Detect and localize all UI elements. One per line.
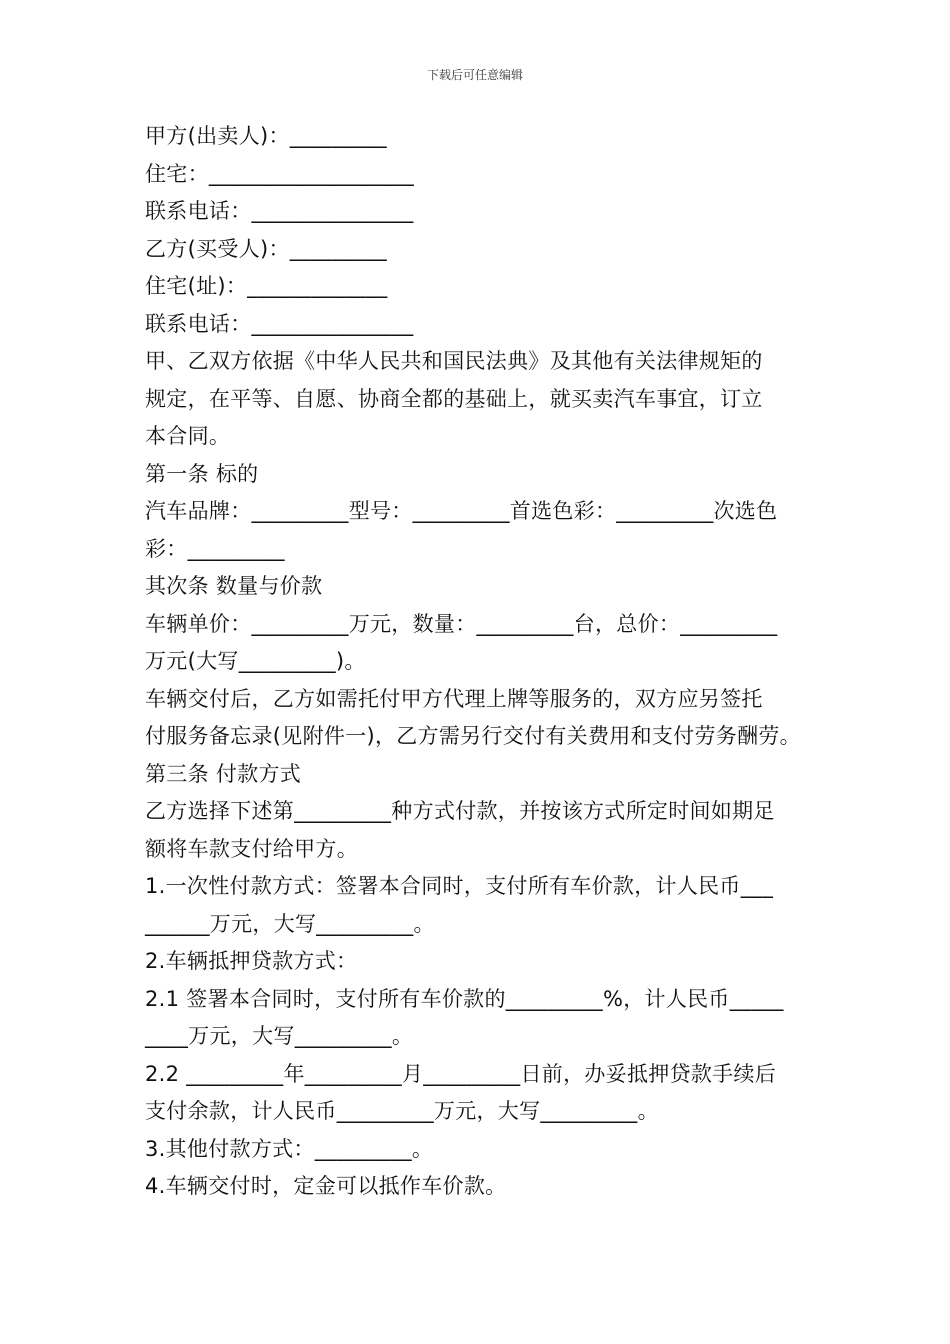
buyer-phone-line: 联系电话：_______________ bbox=[145, 311, 414, 336]
price-line-1: 车辆单价：_________万元，数量：_________台，总价：_________ bbox=[145, 611, 778, 636]
vehicle-spec-line-2: 彩：_________ bbox=[145, 536, 285, 561]
article-1-heading: 第一条 标的 bbox=[145, 461, 259, 486]
contract-body bbox=[145, 118, 815, 1206]
vehicle-spec-line-1: 汽车品牌：_________型号：_________首选色彩：_________次选色 bbox=[145, 499, 778, 523]
article-3-heading: 第三条 付款方式 bbox=[145, 761, 302, 786]
payment-choice-line-1: 乙方选择下述第_________种方式付款，并按该方式所定时间如期足 bbox=[145, 799, 775, 823]
price-line-2: 万元(大写_________)。 bbox=[145, 649, 366, 673]
payment-choice-line-2: 额将车款支付给甲方。 bbox=[145, 836, 358, 861]
buyer-name-line: 乙方(买受人)：_________ bbox=[145, 236, 387, 261]
page-header-note: 下载后可任意编辑 bbox=[426, 68, 523, 82]
mortgage-down-payment-line-1: 2.1 签署本合同时，支付所有车价款的_________%，计人民币_____ bbox=[145, 986, 784, 1011]
seller-phone-line: 联系电话：_______________ bbox=[145, 199, 414, 223]
mortgage-balance-line-2: 支付余款，计人民币_________万元，大写_________。 bbox=[145, 1099, 659, 1123]
mortgage-heading: 2.车辆抵押贷款方式： bbox=[145, 949, 358, 973]
mortgage-balance-line-1: 2.2 _________年_________月_________日前，办妥抵押贷款手续后 bbox=[145, 1061, 777, 1086]
lump-sum-line-2: ______万元，大写_________。 bbox=[145, 911, 435, 936]
buyer-address-line: 住宅(址)：_____________ bbox=[145, 274, 388, 298]
preamble-line-3: 本合同。 bbox=[145, 424, 231, 448]
article-2-heading: 其次条 数量与价款 bbox=[145, 574, 323, 598]
mortgage-down-payment-line-2: ____万元，大写_________。 bbox=[145, 1024, 414, 1048]
delivery-service-line-2: 付服务备忘录(见附件一)，乙方需另行交付有关费用和支付劳务酬劳。 bbox=[145, 724, 801, 748]
delivery-service-line-1: 车辆交付后，乙方如需托付甲方代理上牌等服务的，双方应另签托 bbox=[145, 686, 763, 711]
seller-name-line: 甲方(出卖人)：_________ bbox=[145, 124, 387, 148]
preamble-line-2: 规定，在平等、自愿、协商全都的基础上，就买卖汽车事宜，订立 bbox=[145, 386, 763, 411]
lump-sum-line-1: 1.一次性付款方式：签署本合同时，支付所有车价款，计人民币___ bbox=[145, 874, 774, 898]
seller-address-line: 住宅：___________________ bbox=[145, 161, 415, 186]
deposit-line: 4.车辆交付时，定金可以抵作车价款。 bbox=[145, 1174, 507, 1198]
other-payment-line: 3.其他付款方式：_________。 bbox=[145, 1136, 434, 1161]
preamble-line-1: 甲、乙双方依据《中华人民共和国民法典》及其他有关法律规矩的 bbox=[145, 349, 763, 373]
